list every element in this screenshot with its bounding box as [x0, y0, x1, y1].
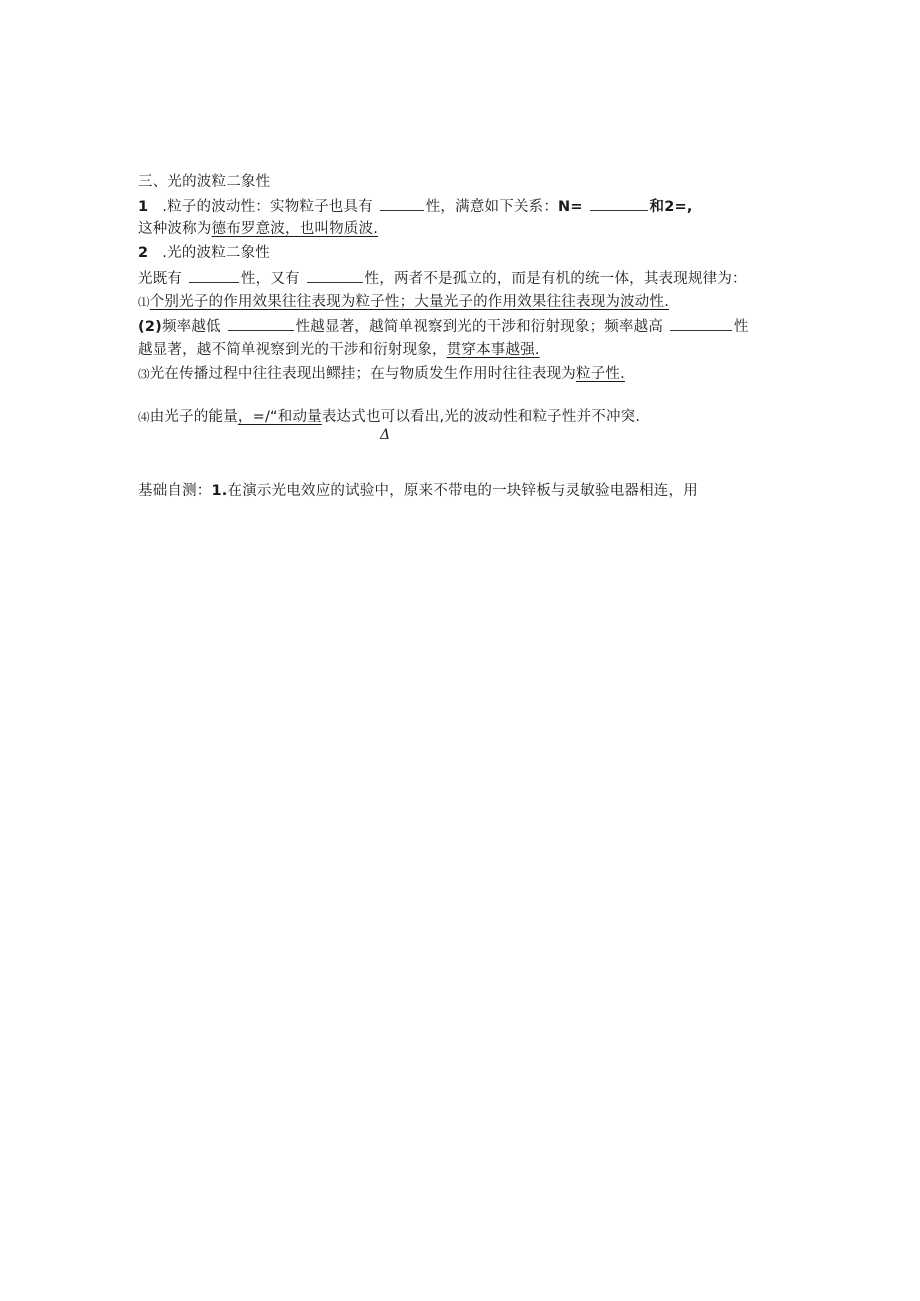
point-3-line	[138, 364, 625, 384]
lambda-formula-label: 和2=,	[649, 199, 693, 215]
item-2-heading: .光的波粒二象性	[162, 245, 271, 261]
point-1-line	[138, 292, 669, 312]
point-2-continuation	[138, 340, 540, 360]
item-1-relation-text: 性，满意如下关系：	[425, 199, 559, 215]
point-2-number: (2)	[138, 319, 162, 335]
point-2-line	[138, 316, 749, 337]
point-2-text: 性	[733, 319, 749, 335]
item-2-body-text: 性，又有	[240, 271, 300, 287]
item-2-body-text: 光既有	[138, 271, 183, 287]
fill-blank	[189, 268, 239, 283]
particle-nature-text: 粒子性.	[576, 366, 625, 382]
self-test-question: 在演示光电效应的试验中，原来不带电的一块锌板与灵敏验电器相连，用	[227, 483, 698, 499]
point-4-text: 由光子的能量	[149, 409, 238, 425]
fill-blank	[590, 196, 648, 211]
point-1-text: 个别光子的作用效果往往表现为粒子性；大量光子的作用效果往往表现为波动性.	[149, 294, 670, 310]
item-2-number: 2	[138, 245, 149, 261]
delta-symbol: Δ	[380, 427, 391, 443]
self-test-line	[138, 481, 698, 501]
point-2-text: 频率越低	[161, 319, 221, 335]
fill-blank	[228, 316, 294, 331]
point-2-text: 性越显著，越简单视察到光的干涉和衍射现象；频率越高	[295, 319, 664, 335]
penetration-text: 贯穿本事越强.	[446, 342, 540, 358]
item-2-line	[138, 243, 270, 263]
point-4-text: 表达式也可以看出,光的波动性和粒子性并不冲突.	[321, 409, 641, 425]
point-1-number: ⑴	[138, 295, 150, 309]
matter-wave-text: 德布罗意波，也叫物质波.	[211, 221, 379, 237]
point-3-number: ⑶	[138, 367, 150, 381]
n-formula-label: N=	[558, 199, 583, 215]
point-4-line	[138, 407, 640, 427]
point-3-text: 光在传播过程中往往表现出鳏挂；在与物质发生作用时往往表现为	[149, 366, 577, 382]
self-test-label: 基础自测：	[138, 483, 212, 499]
point-4-number: ⑷	[138, 410, 150, 424]
fill-blank	[307, 268, 363, 283]
item-2-body-text: 性，两者不是孤立的，而是有机的统一体，其表现规律为：	[364, 271, 747, 287]
item-1-cont-text: 这种波称为	[138, 221, 212, 237]
item-1-continuation	[138, 219, 378, 239]
point-2-cont-text: 越显著，越不简单视察到光的干涉和衍射现象，	[138, 342, 447, 358]
item-1-text: .粒子的波动性：实物粒子也具有	[162, 199, 373, 215]
fill-blank	[670, 316, 732, 331]
item-2-body	[138, 268, 747, 289]
self-test-number: 1.	[211, 483, 228, 499]
item-1-line	[138, 196, 693, 217]
item-1-number: 1	[138, 199, 149, 215]
section-title	[138, 172, 270, 192]
section-title-text: 三、光的波粒二象性	[138, 174, 271, 190]
energy-momentum-text: ，=/“和动量	[237, 409, 322, 425]
fill-blank	[380, 196, 424, 211]
